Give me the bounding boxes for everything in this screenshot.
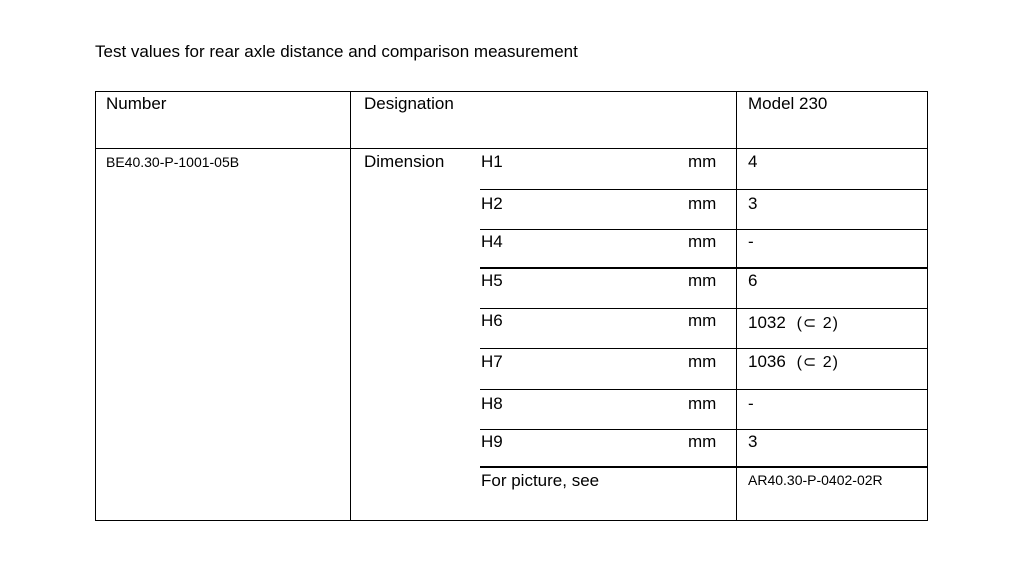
row-name: H4	[481, 232, 503, 251]
row-value-number: 1032	[748, 313, 786, 332]
row-divider-h6	[480, 348, 928, 349]
row-name: H9	[481, 432, 503, 451]
row-value: 3	[748, 194, 758, 213]
row-value: 3	[748, 432, 758, 451]
row-divider-h9	[480, 466, 928, 468]
row-value-tolerance: (⊂ 2)	[796, 315, 839, 332]
row-unit: mm	[688, 394, 717, 413]
row-unit: mm	[688, 152, 717, 171]
row-divider-h7	[480, 389, 928, 390]
dimension-label: Dimension	[364, 152, 445, 171]
header-model: Model 230	[748, 94, 828, 113]
header-designation: Designation	[364, 94, 454, 113]
picture-reference-link[interactable]: AR40.30-P-0402-02R	[748, 472, 883, 488]
header-divider	[95, 148, 928, 149]
row-name: H6	[481, 311, 503, 330]
row-unit: mm	[688, 232, 717, 251]
picture-reference-label: For picture, see	[481, 471, 600, 490]
row-value	[748, 352, 839, 373]
row-divider-h4	[480, 267, 928, 269]
row-divider-h5	[480, 308, 928, 309]
row-divider-h2	[480, 229, 928, 230]
column-divider-number	[350, 91, 351, 521]
row-divider-h8	[480, 429, 928, 430]
row-unit: mm	[688, 432, 717, 451]
row-value: 6	[748, 271, 758, 290]
row-value	[748, 313, 839, 334]
header-number: Number	[106, 94, 167, 113]
row-divider-h1	[480, 189, 928, 190]
row-unit: mm	[688, 271, 717, 290]
column-divider-model	[736, 91, 737, 521]
row-unit: mm	[688, 352, 717, 371]
document-title: Test values for rear axle distance and comparison measurement	[95, 42, 578, 61]
document-number: BE40.30-P-1001-05B	[106, 154, 240, 170]
row-value: 4	[748, 152, 758, 171]
row-unit: mm	[688, 194, 717, 213]
row-value: -	[748, 394, 754, 413]
row-value: -	[748, 232, 754, 251]
row-name: H5	[481, 271, 503, 290]
row-value-tolerance: (⊂ 2)	[796, 354, 839, 371]
row-name: H7	[481, 352, 503, 371]
row-unit: mm	[688, 311, 717, 330]
row-name: H1	[481, 152, 503, 171]
row-value-number: 1036	[748, 352, 786, 371]
row-name: H8	[481, 394, 503, 413]
row-name: H2	[481, 194, 503, 213]
